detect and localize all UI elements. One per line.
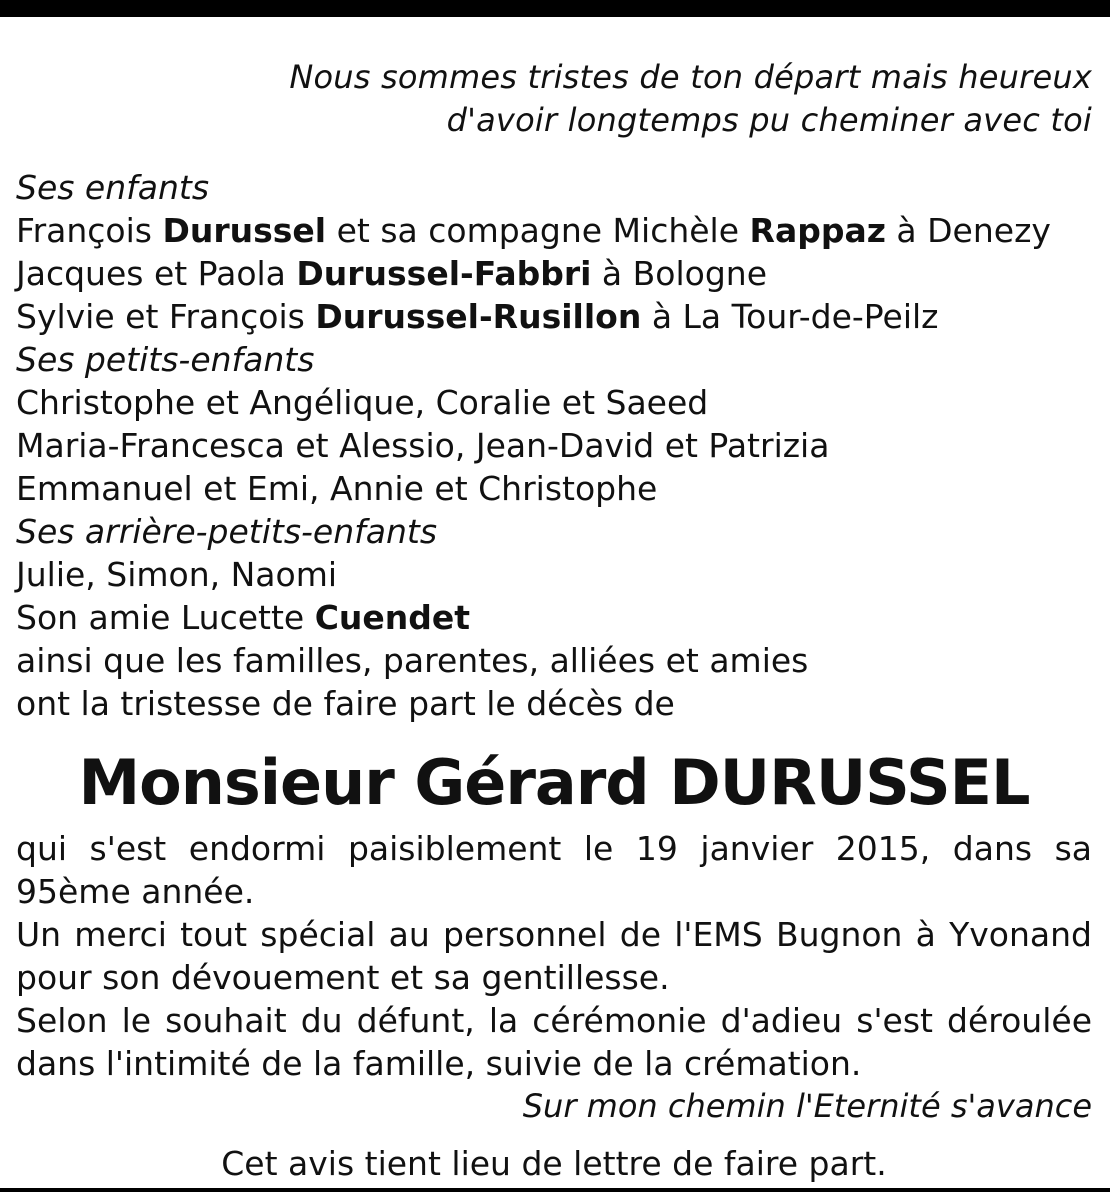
surname: Cuendet — [314, 598, 471, 637]
obituary-notice — [16, 56, 1092, 1185]
epigraph-line: Nous sommes tristes de ton départ mais heureux — [289, 58, 1092, 96]
body-paragraph: Un merci tout spécial au personnel de l'EMS Bugnon à Yvonand pour son dévouement et sa gentillesse. — [16, 915, 1092, 997]
children-heading: Ses enfants — [16, 168, 210, 207]
announcement-line: ont la tristesse de faire part le décès de — [16, 684, 675, 723]
obituary-body — [16, 827, 1092, 1085]
epigraph-line: d'avoir longtemps pu cheminer avec toi — [446, 101, 1092, 139]
deceased-name: Monsieur Gérard DURUSSEL — [78, 746, 1030, 819]
child-entry: François Durussel et sa compagne Michèle Rappaz à Denezy — [16, 211, 1051, 250]
grandchildren-entry: Emmanuel et Emi, Annie et Christophe — [16, 469, 658, 508]
family-list — [16, 166, 1092, 725]
bottom-rule — [0, 1188, 1110, 1192]
relatives-line: ainsi que les familles, parentes, alliées et amies — [16, 641, 809, 680]
epigraph — [16, 56, 1092, 142]
grandchildren-entry: Christophe et Angélique, Coralie et Saeed — [16, 383, 709, 422]
surname: Durussel — [162, 211, 327, 250]
child-entry: Jacques et Paola Durussel-Fabbri à Bologne — [16, 254, 767, 293]
great-grandchildren-entry: Julie, Simon, Naomi — [16, 555, 338, 594]
notice-line: Cet avis tient lieu de lettre de faire part. — [221, 1144, 887, 1183]
surname: Durussel-Rusillon — [315, 297, 642, 336]
grandchildren-entry: Maria-Francesca et Alessio, Jean-David et Patrizia — [16, 426, 830, 465]
top-rule — [0, 0, 1110, 17]
surname: Rappaz — [749, 211, 886, 250]
body-paragraph: qui s'est endormi paisiblement le 19 janvier 2015, dans sa 95ème année. — [16, 829, 1092, 911]
closing-quote: Sur mon chemin l'Eternité s'avance — [522, 1087, 1092, 1125]
child-entry: Sylvie et François Durussel-Rusillon à La Tour-de-Peilz — [16, 297, 939, 336]
surname: Durussel-Fabbri — [296, 254, 592, 293]
body-paragraph: Selon le souhait du défunt, la cérémonie d'adieu s'est déroulée dans l'intimité de la famille, suivie de la crémation. — [16, 1001, 1092, 1083]
grandchildren-heading: Ses petits-enfants — [16, 340, 315, 379]
great-grandchildren-heading: Ses arrière-petits-enfants — [16, 512, 438, 551]
friend-entry: Son amie Lucette Cuendet — [16, 598, 471, 637]
